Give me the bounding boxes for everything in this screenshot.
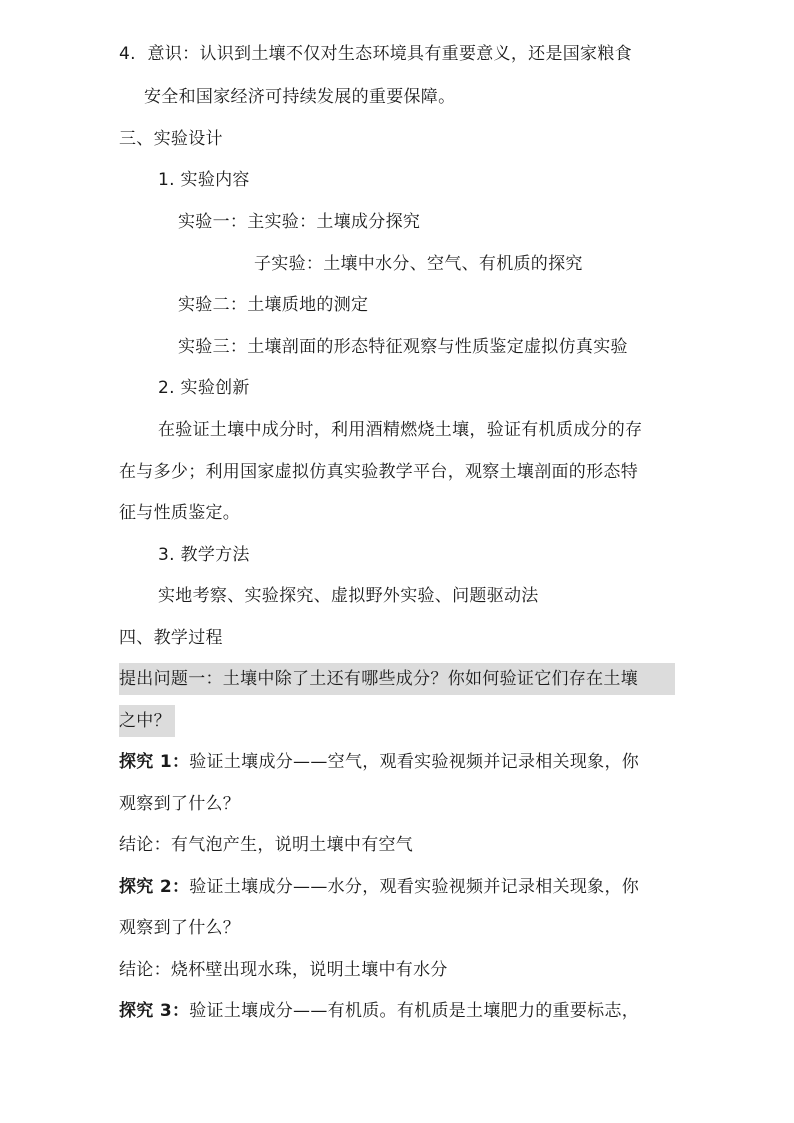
innovation-line-2: 在与多少；利用国家虚拟仿真实验教学平台，观察土壤剖面的形态特 <box>119 462 638 482</box>
teaching-method-body: 实地考察、实验探究、虚拟野外实验、问题驱动法 <box>158 586 539 606</box>
explore-2-line-2: 观察到了什么？ <box>119 918 241 938</box>
explore-3-line-1 <box>119 999 639 1023</box>
awareness-line-2: 安全和国家经济可持续发展的重要保障。 <box>144 87 456 107</box>
explore-1-conclusion: 结论：有气泡产生，说明土壤中有空气 <box>119 835 414 855</box>
explore-2-label: 探究 2： <box>119 877 190 897</box>
explore-1-text-1: 验证土壤成分——空气，观看实验视频并记录相关现象，你 <box>189 752 640 772</box>
explore-2-conclusion: 结论：烧杯壁出现水珠，说明土壤中有水分 <box>119 960 448 980</box>
experiment-1-sub: 子实验：土壤中水分、空气、有机质的探究 <box>254 254 583 274</box>
innovation-line-3: 征与性质鉴定。 <box>119 503 241 523</box>
section-4-heading: 四、教学过程 <box>119 628 223 648</box>
explore-1-line-1 <box>119 750 639 774</box>
awareness-number: 4. <box>119 44 136 64</box>
explore-1-line-2: 观察到了什么？ <box>119 794 241 814</box>
experiment-2: 实验二：土壤质地的测定 <box>178 295 369 315</box>
experiment-3: 实验三：土壤剖面的形态特征观察与性质鉴定虚拟仿真实验 <box>178 337 628 357</box>
question-1-line-1: 提出问题一：土壤中除了土还有哪些成分？你如何验证它们存在土壤 <box>119 669 638 689</box>
question-1-line-2: 之中？ <box>119 711 171 731</box>
explore-1-label: 探究 1： <box>119 752 190 772</box>
explore-2-text-1: 验证土壤成分——水分，观看实验视频并记录相关现象，你 <box>189 877 640 897</box>
experiment-1-main: 实验一：主实验：土壤成分探究 <box>178 212 421 232</box>
section-3-heading: 三、实验设计 <box>119 129 223 149</box>
innovation-line-1: 在验证土壤中成分时，利用酒精燃烧土壤，验证有机质成分的存 <box>158 420 643 440</box>
explore-2-line-1 <box>119 875 639 899</box>
awareness-text-1: 意识：认识到土壤不仅对生态环境具有重要意义，还是国家粮食 <box>147 44 632 64</box>
explore-3-label: 探究 3： <box>119 1001 190 1021</box>
experiment-content-heading: 1. 实验内容 <box>158 170 250 190</box>
awareness-line-1 <box>119 42 632 66</box>
explore-3-text-1: 验证土壤成分——有机质。有机质是土壤肥力的重要标志， <box>189 1001 640 1021</box>
teaching-method-heading: 3. 教学方法 <box>158 545 250 565</box>
experiment-innovation-heading: 2. 实验创新 <box>158 378 250 398</box>
